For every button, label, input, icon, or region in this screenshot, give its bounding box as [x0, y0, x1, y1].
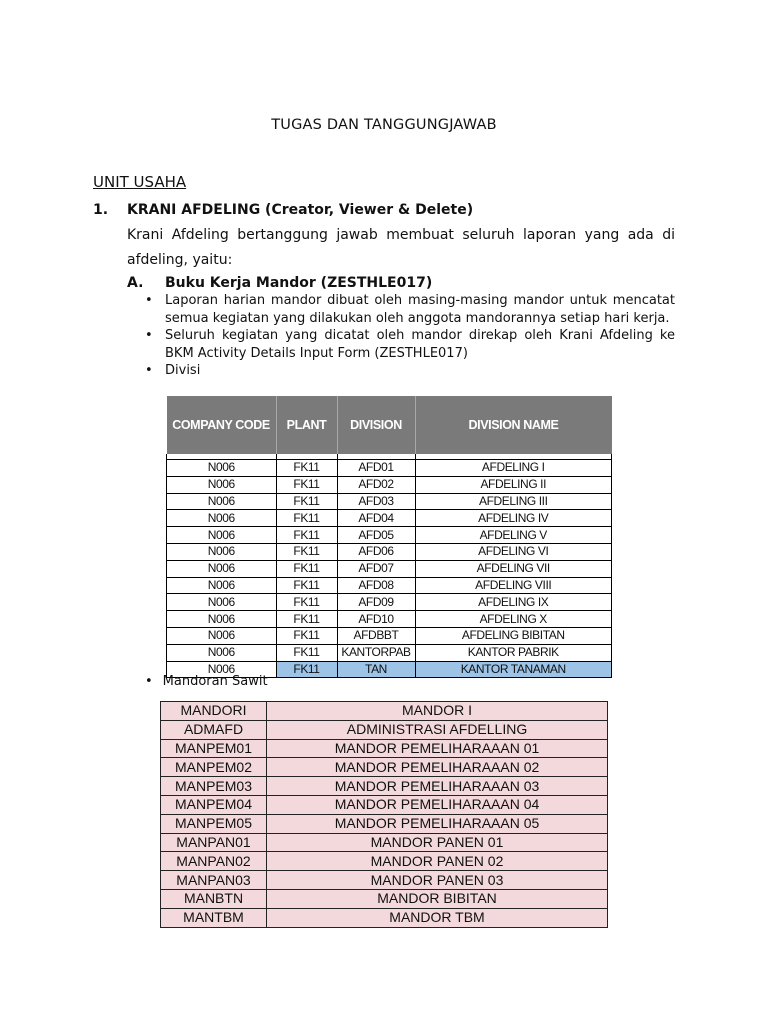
bullet-icon: •: [145, 293, 153, 308]
table-row: [161, 777, 608, 796]
table-cell: AFD10: [337, 611, 415, 628]
table-cell: AFD04: [337, 510, 415, 527]
table-cell: N006: [167, 510, 277, 527]
table-cell: N006: [167, 644, 277, 661]
mandor-code-cell: MANPEM02: [161, 758, 267, 777]
table-cell: AFD08: [337, 577, 415, 594]
mandor-name-cell: ADMINISTRASI AFDELLING: [267, 720, 608, 739]
mandor-code-cell: MANBTN: [161, 889, 267, 908]
table-cell: AFD03: [337, 493, 415, 510]
table-row: [161, 702, 608, 721]
table-cell: N006: [167, 527, 277, 544]
section-number: 1.: [93, 202, 109, 218]
table-cell: FK11: [276, 611, 337, 628]
mandor-code-cell: MANDORI: [161, 702, 267, 721]
table-cell: FK11: [276, 644, 337, 661]
mandoran-table: [160, 701, 608, 928]
table-cell: AFDELING IV: [415, 510, 612, 527]
table-cell: AFDELING V: [415, 527, 612, 544]
table-cell: FK11: [276, 577, 337, 594]
bullet-text: Laporan harian mandor dibuat oleh masing-masing mandor untuk mencatat semua kegiatan yang dilakukan oleh anggota mandorannya setiap hari kerja.: [165, 293, 675, 326]
table-cell: AFDELING VI: [415, 543, 612, 560]
table-cell: FK11: [276, 460, 337, 477]
bullet-icon: •: [145, 363, 153, 378]
mandor-code-cell: MANPEM04: [161, 795, 267, 814]
table-cell: KANTOR PABRIK: [415, 644, 612, 661]
subsection-title: Buku Kerja Mandor (ZESTHLE017): [165, 275, 433, 291]
division-table-body: [167, 454, 612, 678]
mandor-name-cell: MANDOR TBM: [267, 908, 608, 927]
table-cell: FK11: [276, 476, 337, 493]
table-cell: AFD07: [337, 560, 415, 577]
table-row: [167, 577, 612, 594]
table-row: [167, 611, 612, 628]
table-cell: AFDELING BIBITAN: [415, 627, 612, 644]
table-cell: FK11: [276, 510, 337, 527]
mandor-name-cell: MANDOR I: [267, 702, 608, 721]
mandor-code-cell: MANPAN02: [161, 852, 267, 871]
table-cell: KANTORPAB: [337, 644, 415, 661]
column-header: PLANT: [276, 396, 337, 454]
table-cell: AFD06: [337, 543, 415, 560]
column-header: COMPANY CODE: [167, 396, 277, 454]
table-cell: N006: [167, 460, 277, 477]
page-title: TUGAS DAN TANGGUNGJAWAB: [271, 117, 497, 133]
table-cell: AFDELING III: [415, 493, 612, 510]
table-row: [167, 493, 612, 510]
subsection-letter: A.: [127, 275, 144, 291]
column-header: DIVISION: [337, 396, 415, 454]
table-row: [167, 644, 612, 661]
column-header: DIVISION NAME: [415, 396, 612, 454]
table-cell: FK11: [276, 543, 337, 560]
table-cell: FK11: [276, 527, 337, 544]
section-title: KRANI AFDELING (Creator, Viewer & Delete): [127, 202, 474, 218]
table-header-row: [167, 396, 612, 454]
table-cell: AFD05: [337, 527, 415, 544]
table-row: [167, 527, 612, 544]
mandor-name-cell: MANDOR PANEN 03: [267, 871, 608, 890]
table-row: [167, 460, 612, 477]
table-cell: AFDELING VIII: [415, 577, 612, 594]
table-row: [161, 833, 608, 852]
table-cell: AFDELING IX: [415, 594, 612, 611]
table-row: [167, 543, 612, 560]
bullet-icon: •: [145, 328, 153, 343]
table-cell: FK11: [276, 493, 337, 510]
table-cell: AFD02: [337, 476, 415, 493]
mandor-name-cell: MANDOR PEMELIHARAAAN 05: [267, 814, 608, 833]
table-cell: AFD01: [337, 460, 415, 477]
division-table: [166, 396, 612, 678]
mandoran-table-body: [161, 702, 608, 928]
bullet-text: Divisi: [165, 363, 201, 378]
table-row: [161, 758, 608, 777]
section-paragraph: Krani Afdeling bertanggung jawab membuat seluruh laporan yang ada di afdeling, yaitu:: [127, 227, 675, 268]
table-cell: FK11: [276, 661, 337, 678]
table-row: [161, 871, 608, 890]
mandor-code-cell: ADMAFD: [161, 720, 267, 739]
mandor-name-cell: MANDOR BIBITAN: [267, 889, 608, 908]
table-row: [161, 814, 608, 833]
mandor-code-cell: MANPEM03: [161, 777, 267, 796]
table-cell: N006: [167, 577, 277, 594]
table-cell: N006: [167, 627, 277, 644]
mandor-code-cell: MANPAN03: [161, 871, 267, 890]
table-cell: FK11: [276, 560, 337, 577]
mandor-name-cell: MANDOR PEMELIHARAAAN 04: [267, 795, 608, 814]
table-row: [161, 739, 608, 758]
mandor-name-cell: MANDOR PANEN 02: [267, 852, 608, 871]
table-cell: AFDBBT: [337, 627, 415, 644]
list-item: [145, 292, 675, 327]
table-cell: AFDELING X: [415, 611, 612, 628]
table-row: [161, 720, 608, 739]
table-row: [167, 560, 612, 577]
table-cell: TAN: [337, 661, 415, 678]
table-row: [161, 852, 608, 871]
table-cell: FK11: [276, 594, 337, 611]
table-cell: N006: [167, 493, 277, 510]
list-item: [145, 327, 675, 362]
table-cell: N006: [167, 543, 277, 560]
bullet-text: Seluruh kegiatan yang dicatat oleh mandor direkap oleh Krani Afdeling ke BKM Activity Details Input Form (ZESTHLE017): [165, 328, 675, 361]
list-item: [145, 362, 675, 380]
mandor-name-cell: MANDOR PEMELIHARAAAN 01: [267, 739, 608, 758]
table-row: [161, 795, 608, 814]
table-cell: N006: [167, 560, 277, 577]
mandor-code-cell: MANTBM: [161, 908, 267, 927]
table-row: [167, 627, 612, 644]
mandor-code-cell: MANPEM01: [161, 739, 267, 758]
mandor-code-cell: MANPAN01: [161, 833, 267, 852]
bullet-icon: •: [145, 674, 153, 689]
unit-heading: UNIT USAHA: [93, 173, 187, 191]
table-row: [161, 908, 608, 927]
table-cell: AFD09: [337, 594, 415, 611]
table-row: [167, 510, 612, 527]
table-cell: N006: [167, 594, 277, 611]
table-row: [161, 889, 608, 908]
list-item: [145, 674, 268, 689]
table-cell: KANTOR TANAMAN: [415, 661, 612, 678]
mandor-name-cell: MANDOR PEMELIHARAAAN 02: [267, 758, 608, 777]
table-cell: AFDELING I: [415, 460, 612, 477]
table-cell: N006: [167, 476, 277, 493]
bullet-text: Mandoran Sawit: [162, 674, 268, 689]
mandor-code-cell: MANPEM05: [161, 814, 267, 833]
table-cell: N006: [167, 661, 277, 678]
table-cell: N006: [167, 611, 277, 628]
mandor-name-cell: MANDOR PEMELIHARAAAN 03: [267, 777, 608, 796]
table-row: [167, 594, 612, 611]
table-row: [167, 476, 612, 493]
table-cell: FK11: [276, 627, 337, 644]
mandor-name-cell: MANDOR PANEN 01: [267, 833, 608, 852]
table-cell: AFDELING II: [415, 476, 612, 493]
bullet-list: [145, 292, 675, 380]
table-cell: AFDELING VII: [415, 560, 612, 577]
